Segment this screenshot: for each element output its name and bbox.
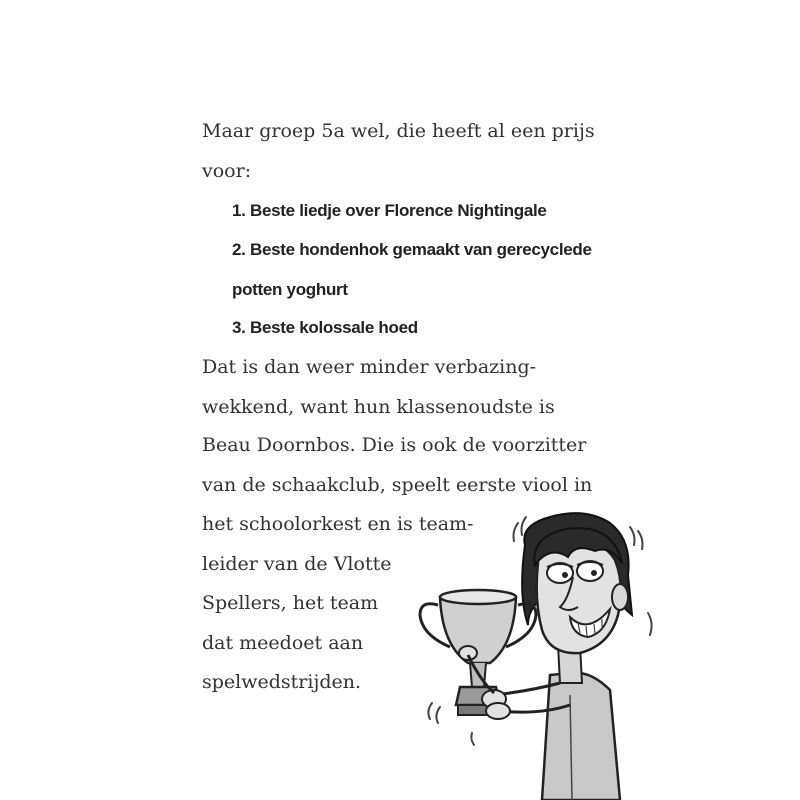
body-line-2: wekkend, want hun klassenoudste is: [202, 396, 555, 418]
body-line-9: spelwedstrijden.: [202, 671, 362, 693]
face: [537, 540, 621, 653]
body-line-5: het schoolorkest en is team-: [202, 513, 474, 535]
shirt: [542, 673, 620, 800]
prize-item-2-line-1: 2. Beste hondenhok gemaakt van gerecyclede: [232, 240, 592, 259]
prize-item-3: 3. Beste kolossale hoed: [232, 318, 418, 337]
prize-item-1: 1. Beste liedje over Florence Nightingale: [232, 201, 547, 220]
body-line-7: Spellers, het team: [202, 592, 379, 614]
body-line-8: dat meedoet aan: [202, 632, 364, 654]
body-line-3: Beau Doornbos. Die is ook de voorzitter: [202, 434, 587, 456]
body-line-1: Dat is dan weer minder verbazing-: [202, 356, 537, 378]
body-line-4: van de schaakclub, speelt eerste viool in: [202, 474, 593, 496]
prize-item-2-line-2: potten yoghurt: [232, 280, 348, 299]
boy-with-trophy-illustration: [410, 505, 660, 800]
body-line-6: leider van de Vlotte: [202, 553, 392, 575]
intro-line-2: voor:: [202, 160, 252, 182]
intro-line-1: Maar groep 5a wel, die heeft al een prijs: [202, 120, 595, 142]
trophy: [420, 590, 536, 715]
